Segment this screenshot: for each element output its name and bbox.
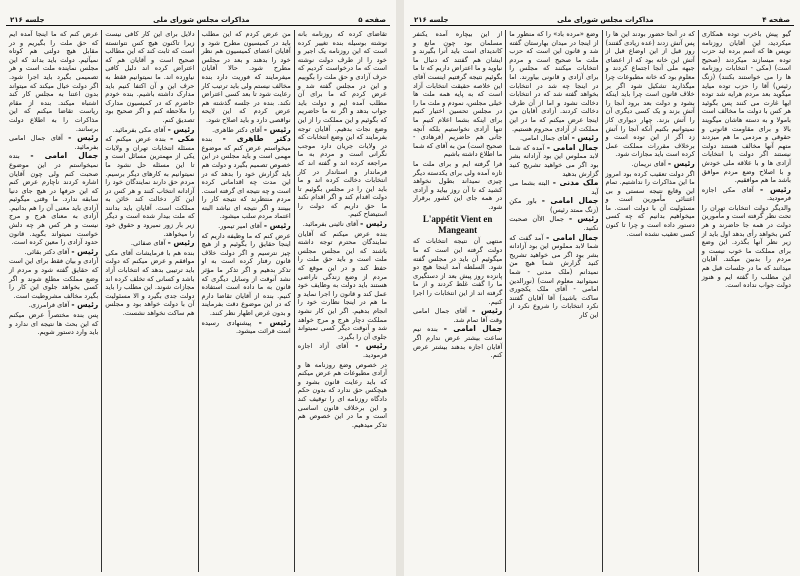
paragraph-text: گیو پیش باخرب توده همکاری میکردید، این آقایان روزنامه نویس ها که اسم برده اید حزب توده میسازند میکردند (صحیح است) (مکی - انتخابات روزنامه ها را می خواستند بکنند) (زنگ رئیس) آقا را حزب توده میاید میگوید بعد مردم هرایه شد توده ایها غارت می کنند پس بگوئید هر کس با دولت ما مخالف است بامولا و به دسته هاشان میگویند بالا و برای مقاومت قانونی و حقوقی و مردمی ما هم میزدند متهم آنها مخالف هستند دولت نیستند اگر دولت با انتخابات آزادی ها و با علاقه ملی خودش و با اصلاح وضع مردم موافق باشد ما هم موافقیم. [701,30,791,185]
paragraph [509,144,598,178]
paragraph [702,204,791,290]
text-column [101,30,197,572]
speaker-name: رئیس - [68,133,99,143]
speaker-name: رئیس - [355,341,387,351]
text-column [294,30,390,572]
paragraph [413,30,502,159]
text-column [198,30,294,572]
paragraph-text: جمال الاآن صحبت نکنید. [509,215,599,233]
text-column [6,30,101,572]
paragraph-text: تقاضای کرده که روزنامه بانه نوشته بوسیله بنده تغییر کرده است که این روزنامه یک اجیر و خود را از طرف دولت نوشته است که ما درخواست کردیم که حرف آزادی و حق ملت را بگوییم و این در مجلس گفته شد و عرض کردم که ما برای آن مطلب آمده ایم و دولت باید جواب بدهد و اگر نه ما حاضریم که بگوئیم و این مملکت را از این وضع نجات بدهیم. آقایان توجه بفرمایند که این وضع انتخابات که در ولایات جریان دارد موجب نگرانی است و مردم به ما مراجعه کرده اند و گفته اند که فرماندار و استاندار در کار انتخابات دخالت کرده اند و ما باید این را در مجلس بگوئیم تا دولت اقدام کند و اگر اقدام نکند ما حق داریم که دولت را استیضاح کنیم. [297,30,387,219]
paragraph-text: آزادی و بیان فقط برای این است که حقایق گفته شود و مردم از وضع مملکت مطلع شوند و اگر کسی بخواهد جلوی این کار را بگیرد مخالف مشروطیت است. [9,257,99,300]
paragraph [105,135,194,238]
speaker-name: رئیس - [759,184,791,194]
paragraph [509,30,598,133]
paragraph [413,160,502,212]
paragraph-text: پس بنده مختصراً عرض میکنم که این بحث ها نتیجه ای ندارد و باید وارد دستور شویم. [9,311,99,337]
paragraph-text: وضع «مرده باد» را که منظور ما از اینجا در میدان بهارستان گفته شد و قانون این است که حزب ملت ما صحیح است و مردم انتخابات میکنند که مجلس را برای آزادی و قانونی بیاورند. اما در اینجا چه شد در انتخابات بخواهد گفته شد که در انتخابات دخالت نشود و اما از آن طرف دخالت کردند. آزادی آقایان من اینجا عرض میکنم که ما در این مملکت از آزادی محروم هستیم. [509,30,599,133]
paragraph-text: آمد گفت که شما لابد مملوس این بود آزادانه بشر بود اگر می خواهید تشریح کنید گزارش شما هیچ من نمیدانم (ملک مدنی - شما نمیتوانید معلوم است) (نورالدین امامی - آقای ملک یکجوری ساکت باشید) آقا آقایان گفتند نکرد انتخابات را شروع نکرد از این کار [509,233,599,319]
speaker-name: جمال امامی - [546,142,599,152]
speaker-name: رئیس - [167,238,195,248]
paragraph-text: عرض کنم که ما وظیفه داریم که اینجا حقایق را بگوئیم و از هیچ چیز نترسیم و اگر دولت خلاف قانون رفتار کرده است به او تذکر بدهیم و اگر تذکر ما مؤثر نشد آنوقت از وسایل دیگری که قانون به ما داده است استفاده کنیم. بنده از آقایان تقاضا دارم که در این موضوع دقت بفرمایند و بدون غرض اظهار نظر کنند. [201,231,291,317]
paragraph-text: آقای فرامرزی. [28,301,70,310]
paragraph-text: دلایل برای این کار کافی نیست زیرا تاکنون هیچ کس نتوانسته است که ثابت کند که این مطالب صحیح است و آقایان هم که اعتراض کرده اند دلیل کافی نیاورده اند. ما نمیتوانیم فقط به حرف این و آن اکتفا کنیم باید مدارک داشته باشیم. بنده خودم حاضرم که در کمیسیون مدارک را ملاحظه کنم و اگر صحیح بود تصدیق کنم. [105,30,195,124]
paragraph [9,30,98,133]
paragraph [9,257,98,300]
paragraph-text: آقای نائینی بفرمائید. [302,220,359,229]
paragraph-text: بنده عرض میکنم که مسئله انتخابات تهران و ولایات یکی از مهمترین مسائل است و تا این مسئله حل نشود ما نمیتوانیم به کارهای دیگر برسیم. مردم حق دارند نمایندگان خود را آزادانه انتخاب کنند و هر کس در این کار دخالت کند خائن به مملکت است. آقایان باید بدانند که ملت بیدار شده است و دیگر زیر بار زور نمیرود و حقوق خود را میخواهد. [105,135,195,238]
text-column [602,30,698,572]
paragraph [509,197,598,214]
paragraph [298,220,387,229]
paragraph-text: آمده که شما لابد مملوس این بود آزادانه بشر بود اگر می خواهید تشریح کنید گزارش بدهید [509,143,599,178]
paragraph-text: در خصوص وضع روزنامه ها و آزادی مطبوعات هم عرض میکنم که باید رعایت قانون بشود و هیچکس حق ندارد که بدون حکم دادگاه روزنامه ای را توقیف کند و این برخلاف قانون اساسی است و ما در این خصوص هم تذکر میدهیم. [297,360,387,429]
paragraph-text: والدیگر دولت انتخابات تهران را تحت نظر گرفته است و مأمورین دولت در همه جا حاضرند و هر کس بخواهد رأی بدهد اول باید از زیر نظر آنها بگذرد. این وضع برای مملکت ما خوب نیست و مردم را بدبین میکند. آقایان میدانند که ما در جلسات قبل هم این مطلب را گفته ایم و هنوز دولت جواب نداده است. [701,203,791,290]
paragraph-text: منتهی آن نتیجه انتخابات که دولت گرفته این است که ما میگوئیم آن باید در مجلس گفته شود. السلطه آمد اینجا هیچ دو پانزده روز پیش بعد از دستگیری ما را گفت غلط کردند و از ما گرفته اند از این انتخابات را اجرا کنیم. [413,237,503,306]
paragraph [298,230,387,342]
paragraph-text: آقای جمال امامی وقت آقا تمام شد. [413,307,503,324]
paragraph-text: اگر دولت تعقیب کرده بود امروز ما این مذاکرات را نداشتیم. تمام این وقایع نتیجه سستی و بی اعتنائی مأمورین است و مسئولیت آن با دولت است. ما میخواهیم بدانیم که چه کسی دستور داده است و چرا تا کنون کسی تعقیب نشده است. [605,169,695,238]
paragraph [509,179,598,196]
right-page [404,0,800,576]
paragraph [509,234,598,320]
paragraph-text: عرض کنم که ما اینجا آمده ایم که حق ملت را بگیریم و در مقابل هیچ دولتی هم کوتاه نمیآئیم. دولت باید بداند که این مجلس نماینده ملت است و هر تصمیمی بگیرد باید اجرا شود. اگر دولت خیال میکند که میتواند بدون اعتنا به مجلس کار کند اشتباه میکند. بنده از مقام ریاست تقاضا میکنم که این مذاکرات را به اطلاع دولت برسانند. [9,30,99,133]
paragraph-text: باور مکن (زنگ ممتد رئیس) [509,197,599,214]
paragraph-text: آقای دکتر طاهری. [212,125,262,134]
paragraph-text: فرا گرفته ایم و برای ملت ما تازه آمده ولی برای یکدسته دیگر چیزی نمیداند بطول نخواهد کشید که تا آن روز بیاید و آزادی در همه جای این کشور برقرار شود. [413,159,503,211]
paragraph [509,134,598,143]
speaker-name: رئیس - [167,124,195,134]
paragraph [105,249,194,318]
paragraph-text: بنده نیم ساعت بیشتر عرض ندارم اگر آقایان اجازه بدهند بیشتر عرض کنم. [413,325,503,360]
speaker-name: دکتر طاهری - [222,134,291,144]
paragraph [105,30,194,125]
paragraph-text: آقای نریمان. [631,159,666,168]
paragraph-text: آقای امیر تیمور. [218,222,262,231]
session-number: جلسه ۲۱۶ [414,16,449,24]
session-number: جلسه ۲۱۶ [10,16,45,24]
paragraph [298,361,387,430]
paragraph-text: از این بیچاره آمده یکنفر مسلمان بود چون مانع و کاندیدای است باید آنرا بگیرند و ایشان هم گفتند که دنبال ما نیاوید و ما اعتراض داریم که تا ما بگوئیم نتیجه گرفتیم اینست آقای این خلاصه حقیقت انتخابات آزاد است که به پایه همه ملت ها خیلی مجلس، نمودم و ملت ما را در مجلس تحسین اختیار کنیم برای اینکه بشما اعلام کنیم ما تنها آزادی نخواستیم بلکه آنچه جانی هم حاضریم (فرهادی - صحیح است) من به آقای که شما ما اطلاع داشته باشیم [413,30,503,159]
paragraph-text: آقای مکی بفرمائید. [112,125,166,134]
paragraph [606,30,695,159]
text-columns [6,30,390,572]
page-number: صفحه ۴ [762,16,790,24]
paragraph [9,134,98,151]
text-column [698,30,794,572]
text-columns [410,30,794,572]
speaker-name: رئیس - [71,300,99,310]
publication-title: مذاکرات مجلس شورای ملی [153,16,250,24]
paragraph-text: آقای صفائی. [130,239,166,248]
paragraph [202,126,291,135]
paragraph-text: که در آنجا حضور بودند این ها را پس آتش زدند (عده زیادی گفتند) روز قبل از این اوضاع قبل از آتش این خانه بود که از اعضای جبهه ملی آنجا اجتماع کردند و معلوم بود که خانه مطبوعات چرا میگذارید تشکیل شود اگر بر خلاف قانون است چرا باید اینکه بشود و دولت بعد برود آنجا را آتش بزند و یک کسی دیگری آن را آتش بزند. چهار دیواری کار نمیتوانیم بکنیم آنکه آنجا را آتش زد اگر از این توده است و برخلاف مقررات مملکت عمل کرده است باید مجازات شود. [605,30,695,159]
paragraph-text: بنده نمیخواستم در این موضوع صحبت کنم ولی چون آقایان اشاره کردند ناچارم عرض کنم که این حرفها در هیچ جای دنیا سابقه ندارد. ما وقتی میگوئیم آزادی باید معنی آن را هم بدانیم. آزادی به معنای هرج و مرج نیست و هر کس هر چه دلش خواست نمیتواند بگوید. قانون حدود آزادی را معین کرده است. [9,152,99,247]
paragraph [702,186,791,203]
speaker-name: رئیس - [263,124,291,134]
paragraph [202,319,291,336]
paragraph [702,30,791,185]
speaker-name: رئیس - [263,221,291,231]
page-header [410,12,794,26]
speaker-name: جمال امامی - [541,196,599,206]
speaker-name: جمال امامی - [546,232,599,242]
page-header [6,12,390,26]
speaker-name: جمال امامی - [30,151,99,161]
page-gutter [396,0,404,576]
paragraph-text: آقای جمال امامی. [520,134,570,143]
paragraph [413,325,502,359]
paragraph [413,237,502,306]
paragraph [105,239,194,248]
speaker-name: رئیس - [472,306,503,316]
paragraph-text: البته بشما می آید [509,179,599,196]
speaker-name: رئیس - [258,317,291,327]
paragraph-text: بنده میخواستم عرض کنم که موضوع مهمی است و باید مجلس در این خصوص تصمیم بگیرد و دولت هم باید گزارش خود را بدهد که در این مدت چه اقداماتی کرده است و چه نتیجه ای گرفته است. مردم منتظرند که نتیجه کار را ببینند و اگر نتیجه ای نباشد البته اعتماد مردم سلب میشود. [201,135,291,221]
paragraph-text: من عرض کردم که این مطلب باید در کمیسیون مطرح شود و آقایان اعضای کمیسیون هم نظر خود را بدهند و بعد در مجلس مطرح شود. حالا آقایان میفرمایند که فوریت دارد بنده مخالف نیستم ولی باید ترتیب کار رعایت شود تا بعد کسی اعتراض نکند. بنده در جلسه گذشته هم عرض کردم که این لایحه نواقصی دارد و باید اصلاح شود. [201,30,291,124]
text-column [505,30,601,572]
paragraph [202,30,291,125]
speaker-name: رئیس - [571,133,599,143]
paragraph [509,215,598,232]
paragraph [9,152,98,247]
paragraph [202,232,291,318]
paragraph [202,135,291,221]
speaker-name: مکی - [169,134,195,144]
paragraph-text: آقای آزاد اجازه فرمودید. [297,342,387,359]
paragraph-text: پیشنهادی رسیده است قرائت میشود. [201,318,291,336]
speaker-name: رئیس - [568,214,599,224]
paragraph [9,248,98,257]
paragraph [9,301,98,310]
paragraph [606,160,695,169]
paragraph-text: آقای مکی اجازه فرمودید. [701,185,791,203]
paragraph-text: بنده عرض میکنم که آقایان نمایندگان محترم توجه داشته باشند که این مجلس مجلس ملت است و باید حق ملت را حفظ کند و در این موقع که مردم از وضع زندگی ناراضی هستند باید دولت به وظایف خود عمل کند و قانون را اجرا نماید و ما هم در اینجا نظارت خود را انجام بدهیم. اگر این کار نشود مملکت دچار هرج و مرج خواهد شد و آنوقت دیگر کسی نمیتواند جلوی آن را بگیرد. [297,229,387,341]
paragraph-text: بنده هم با فرمایشات آقای مکی موافقم و عرض میکنم که دولت باید ترتیبی بدهد که انتخابات آزاد باشد و کسانی که تخلف کرده اند مجازات شوند. این مطلب را باید دولت جدی بگیرد و الا مسئولیت آن با دولت خواهد بود و مجلس هم ساکت نخواهد نشست. [105,248,195,317]
paragraph [413,307,502,324]
paragraph [105,126,194,135]
page-number: صفحه ۵ [358,16,386,24]
speaker-name: رئیس - [667,158,695,168]
speaker-name: رئیس - [71,246,99,256]
paragraph [9,311,98,337]
speaker-name: ملک مدنی - [552,178,599,188]
paragraph-text: آقای جمال امامی بفرمائید. [9,134,99,151]
latin-heading: L'appétit Vient en Mangeant [422,214,493,236]
publication-title: مذاکرات مجلس شورای ملی [557,16,654,24]
paragraph-text: آقای دکتر بقائی. [24,247,70,256]
left-page [0,0,396,576]
speaker-name: جمال امامی - [443,324,503,334]
text-column [410,30,505,572]
paragraph [202,222,291,231]
paragraph [298,30,387,219]
speaker-name: رئیس - [360,219,387,229]
paragraph [298,342,387,359]
paragraph [606,170,695,239]
